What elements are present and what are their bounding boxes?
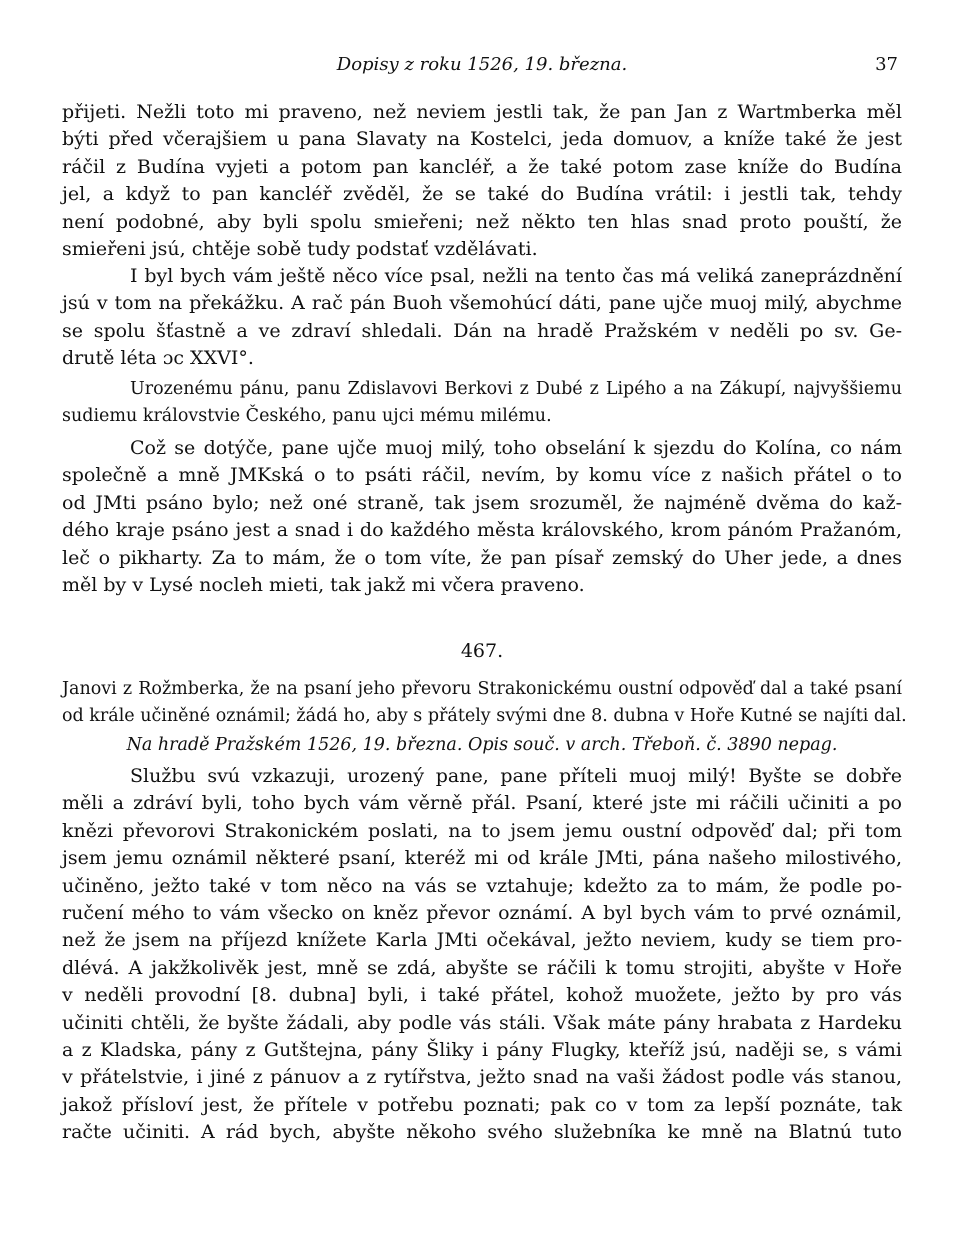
text-line: jsem jemu oznámil některé psaní, kteréž mi od krále JMti, pána našeho milostivého,	[62, 847, 902, 870]
text-line: měli a zdráví byli, toho bych vám věrně přál. Psaní, které jste mi ráčili učiniti a po	[62, 792, 902, 815]
text-line: dlévá. A jakžkolivěk jest, mně se zdá, abyšte se ráčili k tomu strojiti, abyšte v Hoře	[62, 956, 902, 979]
text-line: učiněno, ježto také v tom něco na vás se vztahuje; kdežto za to mám, že podle po-	[62, 874, 902, 897]
paragraph-3	[62, 435, 902, 599]
address-block	[62, 376, 902, 429]
document-number: 467.	[460, 640, 504, 662]
text-line: přijeti. Nežli toto mi praveno, než neviem jestli tak, že pan Jan z Wartmberka měl	[62, 101, 902, 123]
text-line: račte učiniti. A rád bych, abyšte někoho svého služebníka ke mně na Blatnú tuto	[62, 1121, 902, 1144]
page-number: 37	[875, 54, 898, 75]
text-line: jakož přísloví jest, že přítele v potřebu poznati; pak co v tom za lepší poznáte, tak	[62, 1093, 902, 1116]
paragraph-2	[62, 263, 902, 373]
text-line: v neděli provodní [8. dubna] byli, i také přátel, kohož muožete, ježto by pro vás	[62, 984, 902, 1007]
text-line: I byl bych vám ještě něco více psal, nežli na tento čas má veliká zaneprázdnění	[130, 265, 902, 287]
text-line: jel, a když to pan kancléř zvěděl, že se také do Budína vrátil: i jestli tak, tehdy	[62, 183, 902, 206]
text-line: než že jsem na příjezd knížete Karla JMti očekával, ježto neviem, kudy se tiem pro-	[62, 929, 902, 952]
text-line: od krále učiněné oznámil; žádá ho, aby s přátely svými dne 8. dubna v Hoře Kutné se najíti dal.	[62, 705, 907, 726]
text-line: Janovi z Rožmberka, že na psaní jeho převoru Strakonickému oustní odpověď dal a také psaní	[62, 679, 902, 699]
text-line: dého kraje psáno jest a snad i do každého města královského, krom pánóm Pražanóm,	[62, 519, 902, 542]
text-line: učiniti chtěli, že byšte žádali, aby podle vás stáli. Však máte pány hrabata z Hardeku	[62, 1011, 902, 1034]
text-line: sudiemu královstvie Českého, panu ujci mému milému.	[62, 405, 552, 426]
text-line: Což se dotýče, pane ujče muoj milý, toho obselání k sjezdu do Kolína, co nám	[130, 437, 902, 459]
text-line: se spolu šťastně a ve zdraví shledali. Dán na hradě Pražském v neděli po sv. Ge-	[62, 319, 902, 342]
text-line: knězi převorovi Strakonickém poslati, na to jsem jemu oustní odpověď dal; při tom	[62, 819, 902, 842]
text-line: Urozenému pánu, panu Zdislavovi Berkovi z Dubé z Lipého a na Zákupí, najvyššiemu	[130, 379, 902, 399]
text-line: není podobné, aby byli spolu smieřeni; než někto ten hlas snad proto pouští, že	[62, 210, 902, 233]
paragraph-4	[62, 763, 902, 1147]
text-line: měl by v Lysé nocleh mieti, tak jakž mi včera praveno.	[62, 574, 585, 597]
running-title: Dopisy z roku 1526, 19. března.	[336, 54, 628, 75]
text-line: od JMti psáno bylo; než oné straně, tak jsem srozuměl, že najméně dvěma do kaž-	[62, 491, 902, 514]
text-line: leč o pikharty. Za to mám, že o tom víte, že pan písař zemský do Uher jede, a dnes	[62, 546, 902, 569]
page-header	[62, 54, 902, 84]
text-line: v přátelstvie, i jiné z pánuov a z rytířstva, ježto snad na vaši žádost podle vás stanou,	[62, 1066, 902, 1089]
text-line: ráčil z Budína vyjeti a potom pan kancléř, a že také potom zase kníže do Budína	[62, 155, 902, 178]
text-line: a z Kladska, pány z Gutštejna, pány Šliky i pány Flugky, kteříž jsú, naději se, s vámi	[62, 1039, 902, 1062]
document-summary	[62, 676, 907, 729]
text-line: společně a mně JMKská o to psáti ráčil, nevím, by komu více z našich přátel o to	[62, 464, 902, 487]
text-line: drutě léta ɔc XXVI°.	[62, 347, 254, 370]
text-line: jsú v tom na překážku. A rač pán Buoh všemohúcí dáti, pane ujče muoj milý, abychme	[62, 292, 902, 315]
source-note: Na hradě Pražském 1526, 19. března. Opis souč. v arch. Třeboň. č. 3890 nepag.	[126, 735, 838, 755]
text-line: býti před včerajšiem u pana Slavaty na Kostelci, jeda domuov, a kníže také že jest	[62, 128, 902, 151]
paragraph-1	[62, 99, 902, 263]
text-line: ručení mého to vám všecko on kněz převor oznámí. A byl bych vám to prvé oznámil,	[62, 902, 902, 925]
text-line: Službu svú vzkazuji, urozený pane, pane příteli muoj milý! Byšte se dobře	[130, 765, 902, 787]
text-line: smieřeni jsú, chtěje sobě tudy podstať vzdělávati.	[62, 238, 538, 261]
